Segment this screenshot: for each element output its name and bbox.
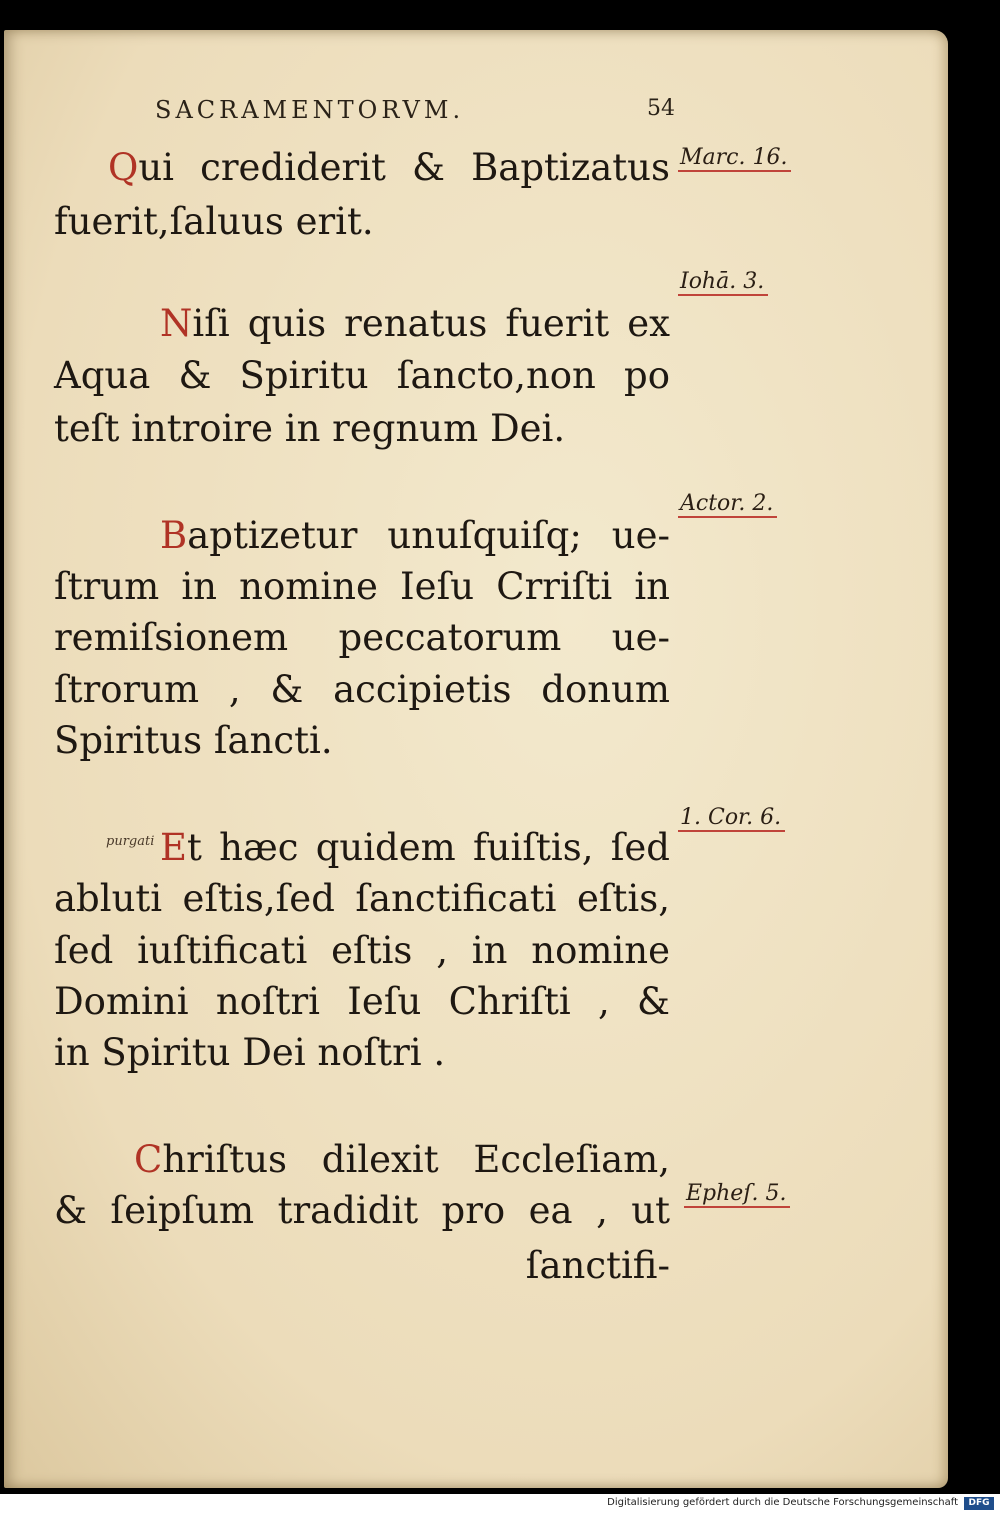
passage-4-line-3: ſed iuſtificati eſtis , in nomine [54, 929, 670, 972]
passage-4-line-5: in Spiritu Dei noſtri . [54, 1031, 446, 1074]
footer-credit: Digitalisierung gefördert durch die Deutsche Forschungsgemeinschaft [607, 1497, 958, 1508]
passage-3-line-1 [160, 510, 670, 562]
line-text: t hæc quidem fuiſtis, ſed [187, 826, 670, 869]
page-number: 54 [647, 96, 675, 121]
marginal-reference: 1. Cor. 6. [678, 806, 785, 832]
passage-2-line-1 [160, 298, 670, 350]
handwritten-annotation: purgati [106, 834, 155, 849]
passage-1-line-1 [108, 142, 670, 194]
passage-5-line-2: & ſeipſum tradidit pro ea , ut [54, 1189, 670, 1232]
marginal-reference: Actor. 2. [678, 492, 777, 518]
passage-5-catchword: ſanctifi- [525, 1244, 670, 1287]
marginal-reference: Marc. 16. [678, 146, 791, 172]
passage-2-line-3: teſt introire in regnum Dei. [54, 407, 566, 450]
dfg-logo: DFG [964, 1497, 994, 1510]
line-text: hriſtus dilexit Eccleſiam, [162, 1138, 670, 1181]
passage-5-line-1 [134, 1134, 670, 1186]
initial-letter: C [134, 1138, 163, 1181]
running-head [155, 96, 675, 136]
line-text: iſi quis renatus fuerit ex [192, 302, 670, 345]
passage-1-line-2: fuerit,ſaluus erit. [54, 200, 374, 243]
footer-bar [0, 1494, 1000, 1513]
passage-4-line-4: Domini noſtri Ieſu Chriſti , & [54, 980, 670, 1023]
passage-3-line-2: ſtrum in nomine Ieſu Crriſti in [54, 565, 670, 608]
passage-4-line-1 [160, 822, 670, 874]
passage-4-line-2: abluti eſtis,ſed ſanctificati eſtis, [54, 877, 670, 920]
marginal-reference: Iohā. 3. [678, 270, 768, 296]
initial-letter: Q [108, 146, 139, 189]
line-text: ui crediderit & Baptizatus [138, 146, 670, 189]
initial-letter: B [160, 514, 188, 557]
passage-3-line-3: remiſsionem peccatorum ue- [54, 616, 670, 659]
line-text: aptizetur unuſquiſq; ue- [187, 514, 670, 557]
passage-3-line-5: Spiritus ſancti. [54, 719, 333, 762]
initial-letter: E [160, 826, 188, 869]
passage-2-line-2: Aqua & Spiritu ſancto,non po [54, 354, 670, 397]
marginal-reference: Epheſ. 5. [684, 1182, 790, 1208]
running-title: SACRAMENTORVM. [155, 96, 465, 124]
passage-3-line-4: ſtrorum , & accipietis donum [54, 668, 670, 711]
initial-letter: N [160, 302, 193, 345]
